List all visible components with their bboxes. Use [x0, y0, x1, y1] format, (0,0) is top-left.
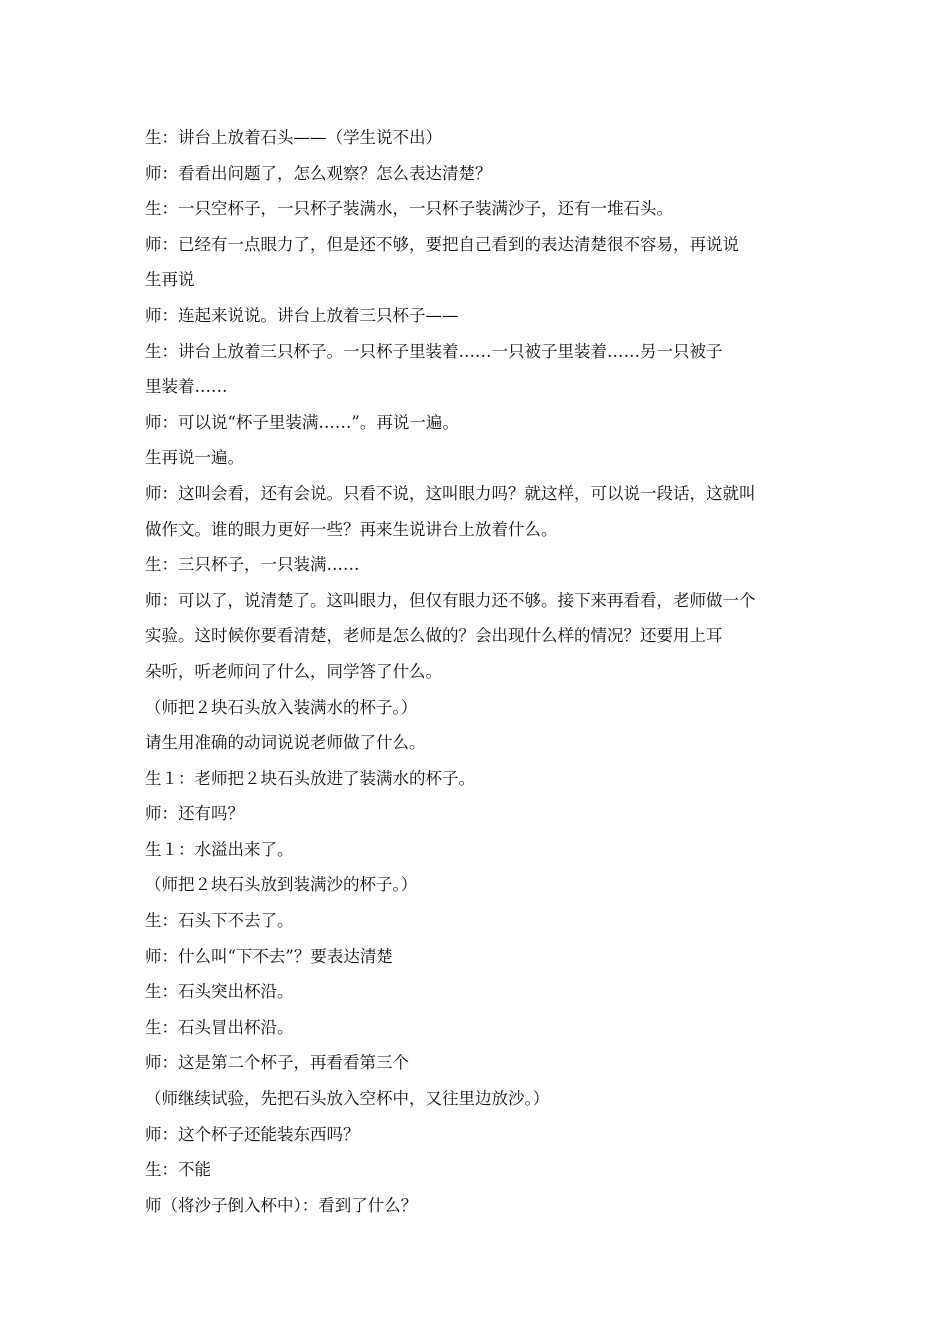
text-line: 师：这叫会看，还有会说。只看不说，这叫眼力吗？就这样，可以说一段话，这就叫 — [145, 483, 756, 503]
text-line: 实验。这时候你要看清楚，老师是怎么做的？会出现什么样的情况？还要用上耳 — [145, 626, 723, 646]
text-line: 请生用准确的动词说说老师做了什么。 — [145, 733, 426, 753]
text-line: 生再说 — [145, 270, 195, 290]
text-line: 师：可以了，说清楚了。这叫眼力，但仅有眼力还不够。接下来再看看，老师做一个 — [145, 590, 756, 610]
text-line: 师：这是第二个杯子，再看看第三个 — [145, 1053, 409, 1073]
text-line: 做作文。谁的眼力更好一些？再来生说讲台上放着什么。 — [145, 519, 558, 539]
text-line: 师：可以说“杯子里装满……”。再说一遍。 — [145, 412, 459, 432]
text-line: 生：石头突出杯沿。 — [145, 982, 294, 1002]
text-line: 生１：老师把２块石头放进了装满水的杯子。 — [145, 768, 475, 788]
text-line: 师：已经有一点眼力了，但是还不够，要把自己看到的表达清楚很不容易，再说说 — [145, 234, 739, 254]
text-line: 朵听，听老师问了什么，同学答了什么。 — [145, 661, 442, 681]
text-line: 师：看看出问题了，怎么观察？怎么表达清楚？ — [145, 163, 492, 183]
text-line: （师把２块石头放入装满水的杯子。） — [145, 697, 418, 717]
document-body — [145, 120, 810, 1223]
text-line: 生：不能 — [145, 1160, 211, 1180]
text-line: 生：讲台上放着三只杯子。一只杯子里装着……一只被子里装着……另一只被子 — [145, 341, 723, 361]
text-line: 生：石头冒出杯沿。 — [145, 1017, 294, 1037]
text-line: 师：这个杯子还能装东西吗？ — [145, 1124, 360, 1144]
text-line: 师（将沙子倒入杯中）：看到了什么？ — [145, 1195, 418, 1215]
text-line: 师：连起来说说。讲台上放着三只杯子—— — [145, 305, 459, 325]
text-line: 生：三只杯子，一只装满…… — [145, 555, 360, 575]
text-line: 生：讲台上放着石头——（学生说不出） — [145, 128, 442, 147]
text-line: 里装着…… — [145, 377, 228, 397]
text-line: （师继续试验，先把石头放入空杯中，又往里边放沙。） — [145, 1089, 550, 1109]
text-line: 师：什么叫“下不去”？要表达清楚 — [145, 946, 393, 966]
text-line: 生再说一遍。 — [145, 448, 244, 468]
text-line: 生：一只空杯子，一只杯子装满水，一只杯子装满沙子，还有一堆石头。 — [145, 199, 673, 219]
text-line: 生１：水溢出来了。 — [145, 839, 294, 859]
text-line: 生：石头下不去了。 — [145, 911, 294, 931]
text-line: 师：还有吗？ — [145, 804, 244, 824]
text-line: （师把２块石头放到装满沙的杯子。） — [145, 875, 418, 895]
